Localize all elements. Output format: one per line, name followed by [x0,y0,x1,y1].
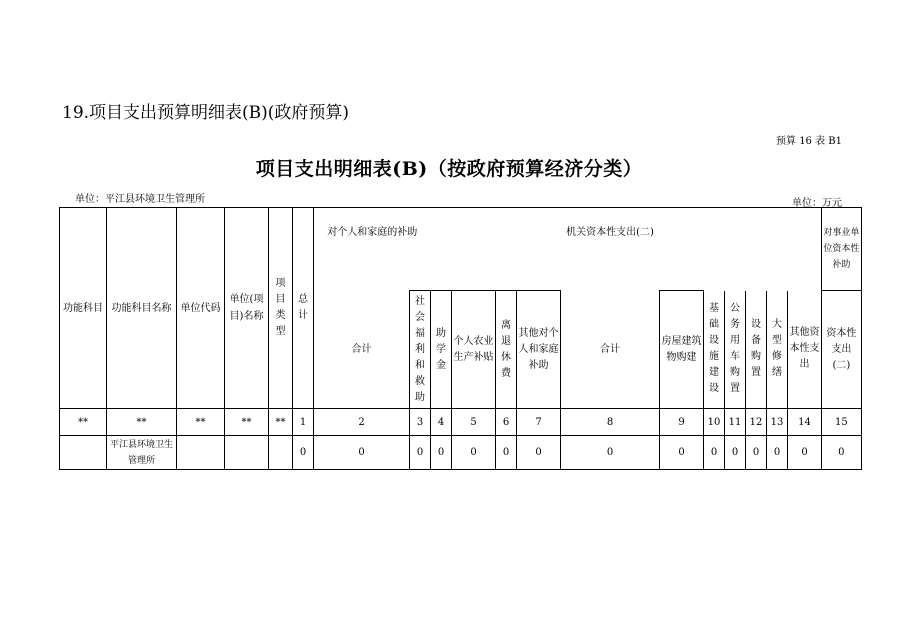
currency-unit: 单位：万元 [792,198,842,209]
section-heading: 19.项目支出预算明细表(B)(政府预算) [62,103,350,123]
data-cell: 0 [660,436,704,470]
data-cell: 0 [767,436,788,470]
data-cell-unit-name: 平江县环境卫生管理所 [107,436,177,470]
index-cell: 11 [725,409,746,436]
header-retirement: 离退休费 [496,291,517,409]
data-cell: 0 [822,436,862,470]
index-cell: 12 [746,409,767,436]
data-cell [177,436,225,470]
data-cell: 0 [293,436,314,470]
header-enterprise-subsidy: 对事业单位资本性补助 [822,208,862,291]
data-cell [225,436,269,470]
index-cell: 15 [822,409,862,436]
data-cell: 0 [314,436,410,470]
index-cell: 13 [767,409,788,436]
index-cell: 9 [660,409,704,436]
header-group-personal: 对个人和家庭的补助 [314,208,431,291]
table-number: 预算 16 表 B1 [776,136,842,147]
reporting-unit: 单位：平江县环境卫生管理所 [75,194,205,205]
data-cell: 0 [410,436,431,470]
index-cell: 5 [452,409,496,436]
header-unit-project-name: 单位(项目)名称 [225,208,269,409]
index-cell: 10 [704,409,725,436]
header-other-capital: 其他资本性支出 [788,291,822,409]
index-cell: 1 [293,409,314,436]
expenditure-table [59,207,862,470]
index-cell: 14 [788,409,822,436]
data-cell: 0 [517,436,561,470]
header-total: 总计 [293,208,314,409]
data-cell: 0 [704,436,725,470]
table-title: 项目支出明细表(B)（按政府预算经济分类） [255,158,643,180]
index-cell: 3 [410,409,431,436]
data-cell: 0 [561,436,660,470]
header-repair: 大型修缮 [767,291,788,409]
header-func-subject: 功能科目 [60,208,107,409]
index-cell: 2 [314,409,410,436]
table-row [60,436,862,470]
index-cell: 8 [561,409,660,436]
index-cell: 4 [431,409,452,436]
index-cell: 6 [496,409,517,436]
header-social-welfare: 社会福利和救助 [410,291,431,409]
header-equipment: 设备购置 [746,291,767,409]
header-project-type: 项目类型 [269,208,293,409]
index-cell: ** [107,409,177,436]
data-cell: 0 [431,436,452,470]
data-cell: 0 [452,436,496,470]
header-func-subject-name: 功能科目名称 [107,208,177,409]
data-cell: 0 [788,436,822,470]
header-student-aid: 助学金 [431,291,452,409]
data-cell [269,436,293,470]
header-agri-subsidy: 个人农业生产补贴 [452,291,496,409]
index-cell: ** [177,409,225,436]
header-group-personal-blank [431,208,561,291]
header-vehicle: 公务用车购置 [725,291,746,409]
index-cell: ** [269,409,293,436]
header-infrastructure: 基础设施建设 [704,291,725,409]
data-cell: 0 [725,436,746,470]
header-unit-code: 单位代码 [177,208,225,409]
index-cell: 7 [517,409,561,436]
index-cell: ** [225,409,269,436]
index-cell: ** [60,409,107,436]
header-group-capital-blank [660,208,822,291]
header-capital-expense-2: 资本性支出(二) [822,291,862,409]
data-cell: 0 [496,436,517,470]
header-group-capital: 机关资本性支出(二) [561,208,660,291]
data-cell: 0 [746,436,767,470]
header-personal-total: 合计 [314,291,410,409]
index-row [60,409,862,436]
header-building: 房屋建筑物购建 [660,291,704,409]
data-cell [60,436,107,470]
header-capital-total: 合计 [561,291,660,409]
header-other-personal: 其他对个人和家庭补助 [517,291,561,409]
